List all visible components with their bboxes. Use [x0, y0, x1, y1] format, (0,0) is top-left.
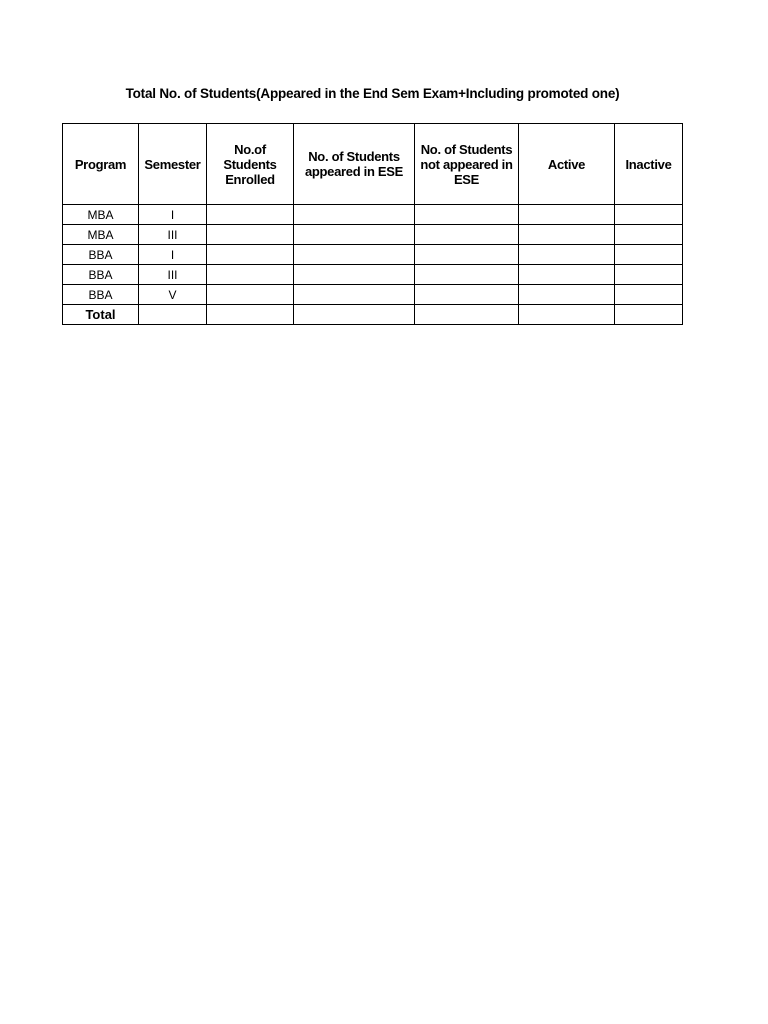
- cell-appeared[interactable]: [294, 265, 415, 285]
- total-active[interactable]: [519, 305, 615, 325]
- cell-enrolled[interactable]: [207, 285, 294, 305]
- cell-not-appeared[interactable]: [415, 265, 519, 285]
- header-enrolled: No.of Students Enrolled: [207, 124, 294, 205]
- cell-appeared[interactable]: [294, 205, 415, 225]
- cell-not-appeared[interactable]: [415, 205, 519, 225]
- cell-appeared[interactable]: [294, 245, 415, 265]
- cell-semester[interactable]: V: [139, 285, 207, 305]
- total-appeared[interactable]: [294, 305, 415, 325]
- total-not-appeared[interactable]: [415, 305, 519, 325]
- cell-inactive[interactable]: [615, 265, 683, 285]
- cell-inactive[interactable]: [615, 285, 683, 305]
- cell-inactive[interactable]: [615, 225, 683, 245]
- cell-active[interactable]: [519, 265, 615, 285]
- cell-enrolled[interactable]: [207, 205, 294, 225]
- header-active: Active: [519, 124, 615, 205]
- cell-program[interactable]: BBA: [63, 245, 139, 265]
- table-row: [63, 245, 683, 265]
- cell-semester[interactable]: III: [139, 265, 207, 285]
- cell-not-appeared[interactable]: [415, 225, 519, 245]
- table-row: [63, 225, 683, 245]
- cell-semester[interactable]: I: [139, 245, 207, 265]
- page-title: Total No. of Students(Appeared in the End Sem Exam+Including promoted one): [125, 86, 620, 101]
- cell-active[interactable]: [519, 285, 615, 305]
- cell-enrolled[interactable]: [207, 265, 294, 285]
- total-enrolled[interactable]: [207, 305, 294, 325]
- header-row: [63, 124, 683, 205]
- cell-program[interactable]: BBA: [63, 265, 139, 285]
- header-program: Program: [63, 124, 139, 205]
- cell-appeared[interactable]: [294, 285, 415, 305]
- cell-appeared[interactable]: [294, 225, 415, 245]
- students-table: [62, 123, 683, 325]
- cell-active[interactable]: [519, 205, 615, 225]
- cell-inactive[interactable]: [615, 205, 683, 225]
- cell-program[interactable]: MBA: [63, 205, 139, 225]
- cell-semester[interactable]: III: [139, 225, 207, 245]
- table-row: [63, 205, 683, 225]
- total-row: [63, 305, 683, 325]
- cell-not-appeared[interactable]: [415, 285, 519, 305]
- cell-not-appeared[interactable]: [415, 245, 519, 265]
- total-inactive[interactable]: [615, 305, 683, 325]
- total-semester[interactable]: [139, 305, 207, 325]
- header-inactive: Inactive: [615, 124, 683, 205]
- cell-active[interactable]: [519, 245, 615, 265]
- table-row: [63, 265, 683, 285]
- cell-enrolled[interactable]: [207, 225, 294, 245]
- cell-program[interactable]: BBA: [63, 285, 139, 305]
- cell-program[interactable]: MBA: [63, 225, 139, 245]
- header-not-appeared: No. of Students not appeared in ESE: [415, 124, 519, 205]
- cell-active[interactable]: [519, 225, 615, 245]
- cell-semester[interactable]: I: [139, 205, 207, 225]
- total-label: Total: [63, 305, 139, 325]
- header-appeared: No. of Students appeared in ESE: [294, 124, 415, 205]
- cell-inactive[interactable]: [615, 245, 683, 265]
- header-semester: Semester: [139, 124, 207, 205]
- table-row: [63, 285, 683, 305]
- cell-enrolled[interactable]: [207, 245, 294, 265]
